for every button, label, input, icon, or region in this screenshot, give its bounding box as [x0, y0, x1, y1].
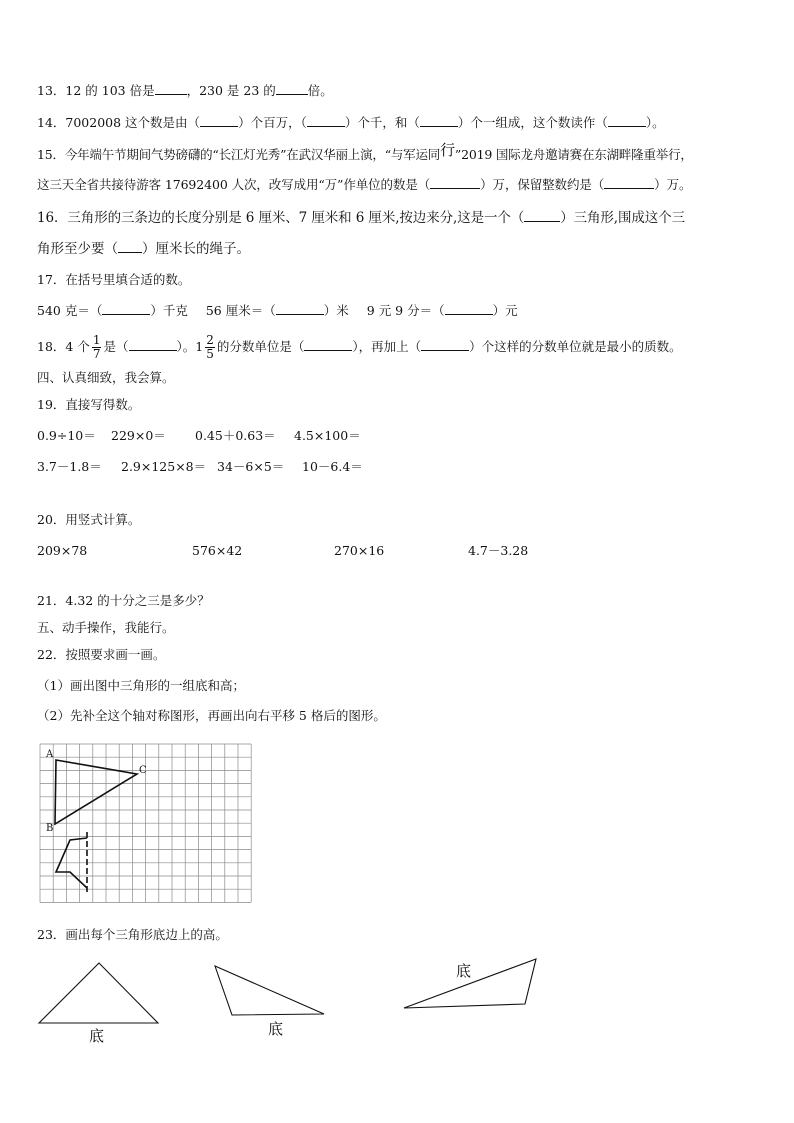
- triangle-2: [214, 965, 326, 1017]
- answer-blank[interactable]: [155, 82, 187, 95]
- question-number: 21．: [37, 593, 66, 608]
- question-14: 14．7002008 这个数是由（ ）个百万，（ ）个千，和（ ）个一组成，这个数读作（ ）。: [37, 115, 665, 130]
- fraction-two-fifths: $\frac{2}{5}$: [206, 333, 214, 361]
- answer-blank[interactable]: [276, 302, 324, 315]
- question-22-sub-2: （2）先补全这个轴对称图形，再画出向右平移 5 格后的图形。: [37, 708, 386, 723]
- base-label-2: 底: [268, 1020, 284, 1038]
- answer-blank[interactable]: [421, 338, 469, 351]
- answer-blank[interactable]: [604, 176, 654, 189]
- base-label-3: 底: [456, 962, 472, 980]
- question-19-title: 19．直接写得数。: [37, 397, 141, 412]
- section-heading-5: 五、动手操作，我能行。: [37, 620, 175, 635]
- question-23-title: 23．画出每个三角形底边上的高。: [37, 927, 228, 942]
- calc-item: 10－6.4＝: [302, 459, 363, 474]
- answer-blank[interactable]: [304, 338, 352, 351]
- answer-blank[interactable]: [200, 114, 238, 127]
- calc-item: 2.9×125×8＝: [121, 459, 207, 474]
- question-number: 15．: [37, 147, 65, 162]
- question-21: 21．4.32 的十分之三是多少？: [37, 593, 210, 608]
- calc-item: 576×42: [192, 543, 243, 558]
- calc-row-2: [37, 458, 382, 476]
- question-17-items: 540 克＝（ ）千克 56 厘米＝（ ）米 9 元 9 分＝（ ）元: [37, 303, 518, 318]
- calc-row-1: [37, 427, 374, 445]
- question-17-title: 17．在括号里填合适的数。: [37, 272, 191, 287]
- calc-item: 34－6×5＝: [217, 459, 285, 474]
- answer-blank[interactable]: [608, 114, 646, 127]
- answer-blank[interactable]: [276, 82, 308, 95]
- section-heading-4: 四、认真细致，我会算。: [37, 370, 175, 385]
- question-13: 13．12 的 103 倍是 ，230 是 23 的 倍。: [37, 83, 333, 98]
- question-number: 13．: [37, 83, 66, 98]
- question-number: 20．: [37, 512, 66, 527]
- answer-blank[interactable]: [420, 114, 458, 127]
- question-22-sub-1: （1）画出图中三角形的一组底和高；: [37, 678, 245, 693]
- question-20-title: 20．用竖式计算。: [37, 512, 141, 527]
- answer-blank[interactable]: [430, 176, 480, 189]
- question-number: 23．: [37, 927, 66, 942]
- question-number: 14．: [37, 115, 66, 130]
- calc-item: 4.5×100＝: [294, 428, 361, 443]
- vertex-label-a: A: [46, 749, 54, 760]
- question-number: 19．: [37, 397, 66, 412]
- answer-blank[interactable]: [307, 114, 345, 127]
- answer-blank[interactable]: [118, 240, 142, 253]
- fraction-one-seventh: $\frac{1}{7}$: [92, 333, 101, 361]
- answer-blank[interactable]: [102, 302, 150, 315]
- question-16-line-1: 16．三角形的三条边的长度分别是 6 厘米、7 厘米和 6 厘米,按边来分,这是一个（ ）三角形,围成这个三: [37, 210, 685, 226]
- triangle-1: [38, 962, 160, 1024]
- question-number: 18．: [37, 339, 66, 354]
- triangle-abc: [55, 760, 137, 824]
- calc-item: 0.9÷10＝: [37, 428, 96, 443]
- base-label-1: 底: [89, 1027, 105, 1045]
- calc-item: 0.45＋0.63＝: [195, 428, 276, 443]
- question-number: 22．: [37, 647, 66, 662]
- calc-item: 3.7－1.8＝: [37, 459, 102, 474]
- calc-item: 270×16: [334, 543, 385, 558]
- answer-blank[interactable]: [445, 302, 493, 315]
- question-18: 18．4 个 $\frac{1}{7}$ 是（ ）。1 $\frac{2}{5}$ 的分数单位是（ ），再加上（ ）个这样的分数单位就是最小的质数。: [37, 333, 682, 361]
- answer-blank[interactable]: [129, 338, 177, 351]
- vertex-label-b: B: [46, 823, 54, 834]
- vertex-label-c: C: [139, 765, 147, 776]
- vertical-calc-row: [37, 542, 558, 560]
- calc-item: 209×78: [37, 543, 88, 558]
- question-16-line-2: 角形至少要（ ）厘米长的绳子。: [37, 241, 250, 257]
- answer-blank[interactable]: [524, 209, 560, 222]
- calc-item: 229×0＝: [111, 428, 166, 443]
- question-number: 16．: [37, 210, 68, 226]
- question-22-title: 22．按照要求画一画。: [37, 647, 166, 662]
- question-15-line-1: 15．今年端午节期间气势磅礴的“长江灯光秀”在武汉华丽上演，“与军运同行”2019 国际龙舟邀请赛在东湖畔隆重举行，: [37, 141, 693, 162]
- question-number: 17．: [37, 272, 66, 287]
- question-15-line-2: 这三天全省共接待游客 17692400 人次，改写成用“万”作单位的数是（ ）万，保留整数约是（ ）万。: [37, 177, 692, 192]
- calc-item: 4.7－3.28: [468, 543, 529, 558]
